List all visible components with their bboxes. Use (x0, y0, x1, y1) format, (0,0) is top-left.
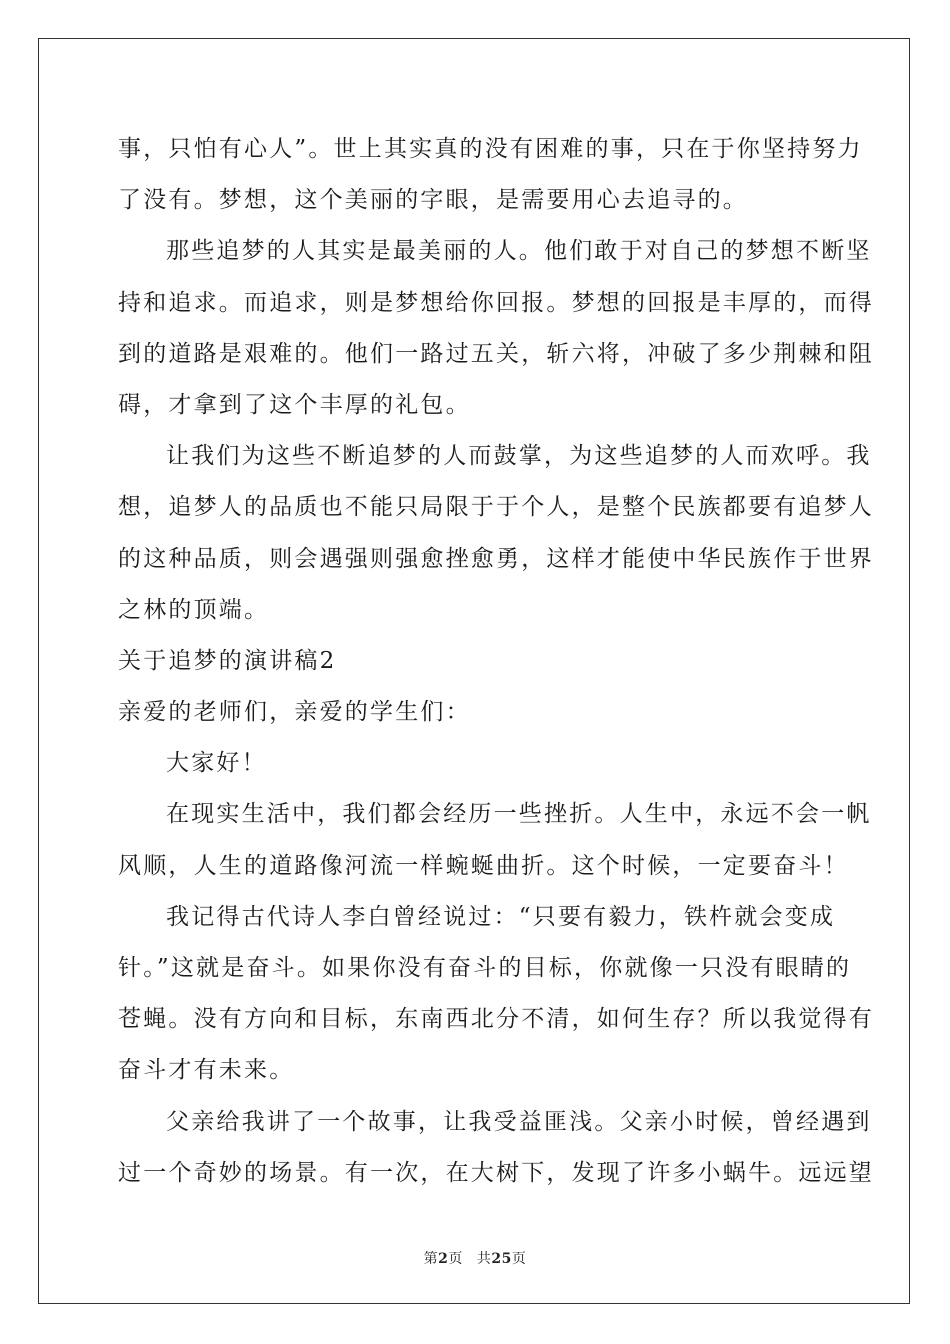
paragraph-start: 在现实生活中，我们都会经历一些挫折。人生中，永远不会一帆 (166, 801, 872, 828)
section-title: 关于追梦的演讲稿2 (118, 647, 337, 674)
text-line: 事，只怕有心人”。世上其实真的没有困难的事，只在于你坚持努力 (118, 136, 863, 162)
text-line: 到的道路是艰难的。他们一路过五关，斩六将，冲破了多少荆棘和阻 (118, 340, 874, 367)
text-line: 奋斗才有未来。 (118, 1057, 295, 1084)
text-line: 持和追求。而追求，则是梦想给你回报。梦想的回报是丰厚的，而得 (118, 289, 874, 316)
text-line: 了没有。梦想，这个美丽的字眼，是需要用心去追寻的。 (118, 187, 748, 214)
paragraph-start: 让我们为这些不断追梦的人而鼓掌，为这些追梦的人而欢呼。我 (166, 443, 872, 470)
paragraph-start: 我记得古代诗人李白曾经说过：“只要有毅力，铁杵就会变成 (166, 903, 836, 930)
page-footer (0, 1248, 950, 1268)
total-pages-number: 25 (491, 1251, 512, 1267)
text-line: 针。”这就是奋斗。如果你没有奋斗的目标，你就像一只没有眼睛的 (118, 955, 852, 981)
page-number-suffix: 页 (448, 1251, 463, 1267)
text-line: 想，追梦人的品质也不能只局限于于个人，是整个民族都要有追梦人 (118, 494, 874, 521)
greeting: 大家好！ (166, 750, 267, 777)
total-pages-prefix: 共 (476, 1251, 492, 1267)
total-pages-suffix: 页 (511, 1251, 527, 1267)
text-line: 苍蝇。没有方向和目标，东南西北分不清，如何生存？所以我觉得有 (118, 1006, 874, 1033)
current-page-number: 2 (438, 1251, 449, 1267)
paragraph-start: 那些追梦的人其实是最美丽的人。他们敢于对自己的梦想不断坚 (166, 238, 872, 265)
text-line: 的这种品质，则会遇强则强愈挫愈勇，这样才能使中华民族作于世界 (118, 545, 874, 572)
text-line: 风顺，人生的道路像河流一样蜿蜒曲折。这个时候，一定要奋斗！ (118, 852, 849, 879)
salutation: 亲爱的老师们，亲爱的学生们： (118, 699, 471, 726)
text-line: 过一个奇妙的场景。有一次，在大树下，发现了许多小蜗牛。远远望 (118, 1159, 874, 1186)
document-body (118, 124, 874, 1199)
text-line: 之林的顶端。 (118, 596, 270, 623)
paragraph-start: 父亲给我讲了一个故事，让我受益匪浅。父亲小时候，曾经遇到 (166, 1108, 872, 1135)
page-number-prefix: 第 (423, 1251, 439, 1267)
text-line: 碍，才拿到了这个丰厚的礼包。 (118, 391, 471, 418)
